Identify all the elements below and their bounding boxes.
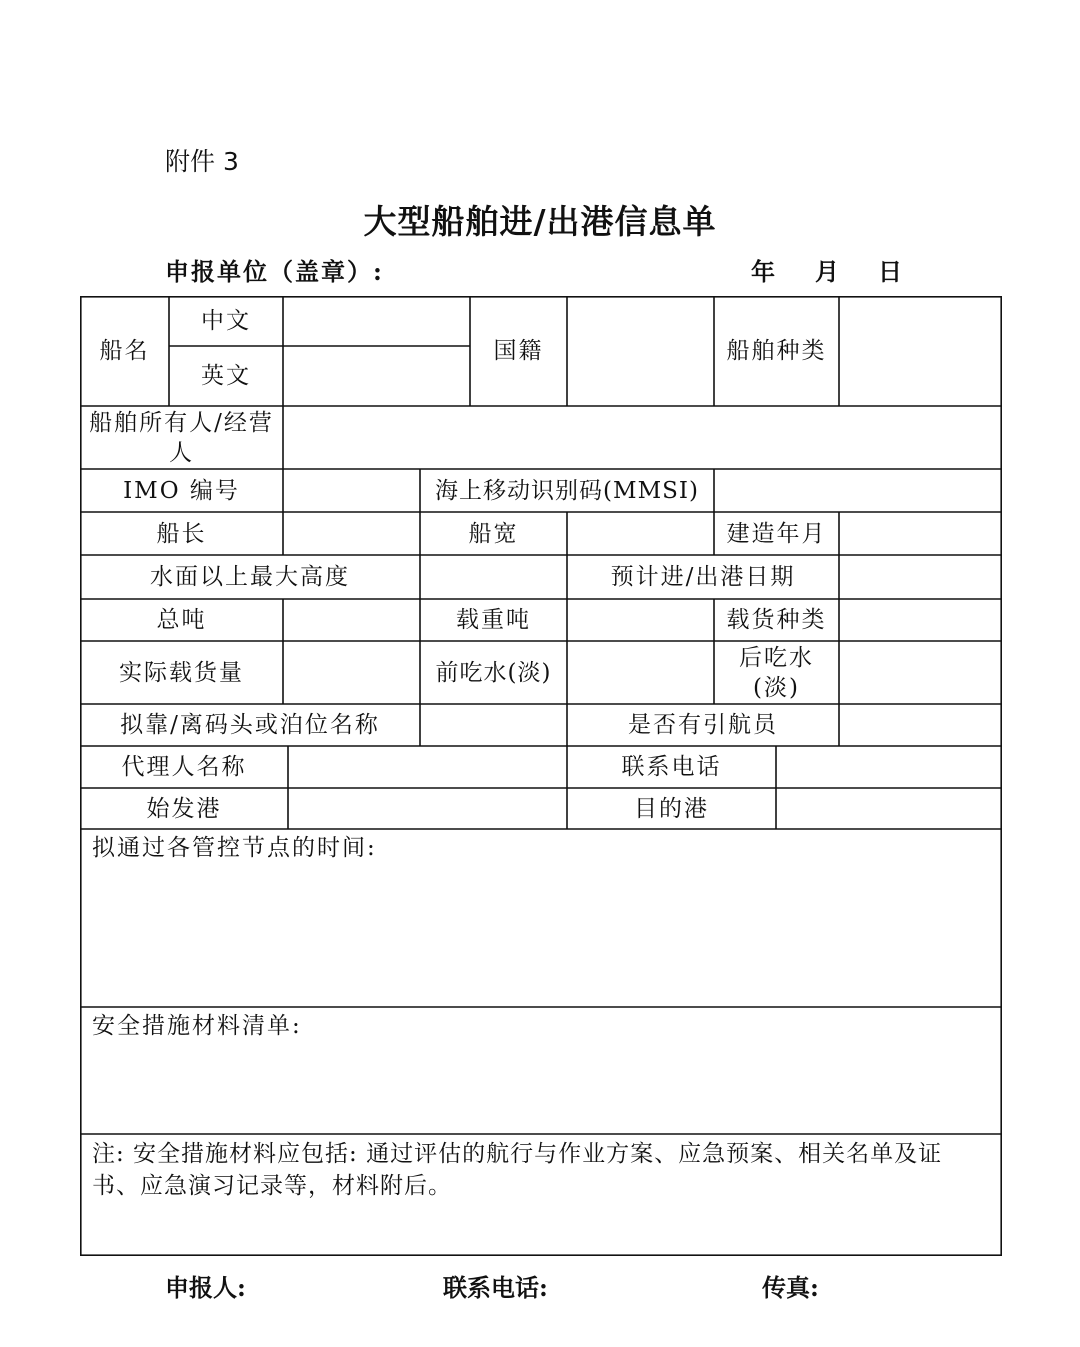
actual-cargo-label: 实际载货量 (119, 659, 244, 686)
applicant-label: 申报人: (165, 1273, 246, 1302)
ship-beam-label: 船宽 (468, 520, 519, 547)
expected-date-field[interactable] (839, 555, 1002, 599)
cargo-type-field[interactable] (839, 599, 1002, 641)
ship-beam-field[interactable] (567, 512, 714, 555)
owner-operator-field[interactable] (283, 406, 1002, 469)
max-height-field[interactable] (420, 555, 567, 599)
safety-materials-area[interactable] (80, 1007, 1002, 1134)
destination-port-field[interactable] (776, 788, 1002, 829)
imo-number-field[interactable] (283, 469, 420, 512)
contact-phone-field[interactable] (776, 746, 1002, 788)
berth-name-field[interactable] (420, 704, 567, 746)
footer-phone-label: 联系电话: (443, 1273, 548, 1302)
gross-tonnage-field[interactable] (283, 599, 420, 641)
aft-draft-field[interactable] (839, 641, 1002, 704)
aft-draft-label: 后吃水(淡) (739, 644, 814, 701)
ship-length-label: 船长 (156, 520, 207, 547)
deadweight-field[interactable] (567, 599, 714, 641)
origin-port-field[interactable] (288, 788, 567, 829)
owner-operator-label: 船舶所有人/经营人 (89, 409, 274, 466)
info-form-table (80, 296, 1002, 1256)
destination-port-label: 目的港 (634, 795, 709, 822)
mmsi-field[interactable] (714, 469, 1002, 512)
fore-draft-label: 前吃水(淡) (435, 659, 552, 686)
build-date-label: 建造年月 (726, 520, 827, 547)
date-month-label: 月 (815, 257, 839, 286)
chinese-name-label: 中文 (201, 308, 251, 334)
build-date-field[interactable] (839, 512, 1002, 555)
safety-materials-label: 安全措施材料清单: (92, 1013, 302, 1039)
gross-tonnage-label: 总吨 (156, 607, 207, 633)
nationality-label: 国籍 (493, 338, 544, 364)
ship-type-field[interactable] (839, 296, 1002, 406)
fore-draft-field[interactable] (567, 641, 714, 704)
berth-name-label: 拟靠/离码头或泊位名称 (120, 712, 380, 738)
pilot-field[interactable] (839, 704, 1002, 746)
date-year-label: 年 (751, 257, 775, 286)
deadweight-label: 载重吨 (456, 607, 531, 633)
contact-phone-label: 联系电话 (621, 754, 722, 780)
agent-name-field[interactable] (288, 746, 567, 788)
pilot-label: 是否有引航员 (628, 712, 778, 738)
control-node-times-label: 拟通过各管控节点的时间: (92, 835, 377, 861)
ship-type-label: 船舶种类 (726, 338, 827, 364)
reporting-unit-label: 申报单位（盖章）: (165, 257, 384, 286)
control-node-times-area[interactable] (80, 829, 1002, 1007)
cargo-type-label: 载货种类 (726, 607, 827, 633)
imo-number-label: IMO 编号 (123, 477, 240, 504)
expected-date-label: 预计进/出港日期 (610, 564, 796, 590)
date-day-label: 日 (878, 257, 902, 286)
ship-name-label: 船名 (99, 338, 150, 364)
english-name-field[interactable] (283, 346, 470, 406)
origin-port-label: 始发港 (146, 795, 222, 822)
attachment-label: 附件 3 (165, 147, 239, 176)
form-title: 大型船舶进/出港信息单 (363, 202, 717, 241)
actual-cargo-field[interactable] (283, 641, 420, 704)
note-text: 注: 安全措施材料应包括: 通过评估的航行与作业方案、应急预案、相关名单及证书、应急演习记录等，材料附后。 (92, 1141, 943, 1199)
english-name-label: 英文 (201, 363, 251, 389)
fax-label: 传真: (762, 1273, 819, 1302)
agent-name-label: 代理人名称 (121, 754, 247, 780)
max-height-label: 水面以上最大高度 (150, 564, 350, 590)
chinese-name-field[interactable] (283, 296, 470, 346)
ship-length-field[interactable] (283, 512, 420, 555)
mmsi-label: 海上移动识别码(MMSI) (435, 477, 699, 504)
nationality-field[interactable] (567, 296, 714, 406)
